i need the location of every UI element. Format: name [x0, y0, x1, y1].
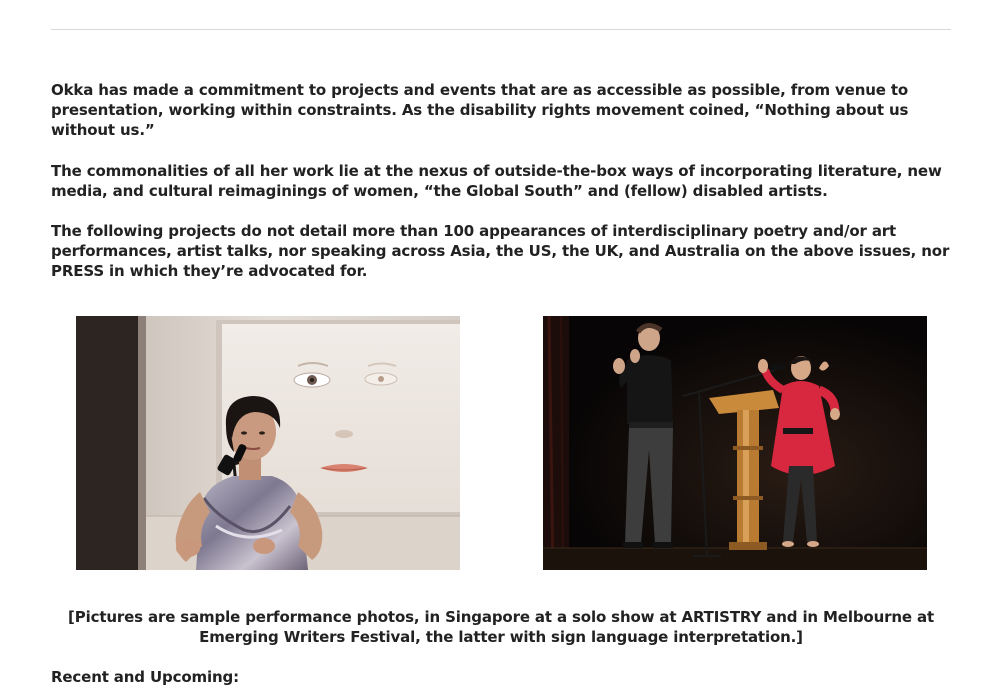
performer-with-sign-interpreter-photo — [543, 316, 927, 570]
photo-caption: [Pictures are sample performance photos, in Singapore at a solo show at ARTISTRY and in Melbourne at Emerging Writers Festival, the latter with sign language interpretation.] — [68, 608, 934, 646]
performance-photo-singapore — [76, 316, 460, 570]
performance-photo-melbourne — [543, 316, 927, 570]
commonalities-paragraph: The commonalities of all her work lie at the nexus of outside-the-box ways of incorporating literature, new media, and cultural reimaginings of women, “the Global South” and (fellow) disabled artists. — [51, 162, 942, 200]
intro-paragraph: Okka has made a commitment to projects and events that are as accessible as possible, from venue to presentation, working within constraints. As the disability rights movement coined, “Nothing about us without us.” — [51, 81, 909, 139]
projects-paragraph: The following projects do not detail more than 100 appearances of interdisciplinary poetry and/or art performances, artist talks, nor speaking across Asia, the US, the UK, and Australia on the above issues, nor PRESS in which they’re advocated for. — [51, 222, 950, 280]
performer-at-microphone-photo — [76, 316, 460, 570]
top-divider — [51, 29, 951, 30]
recent-upcoming-heading: Recent and Upcoming: — [51, 668, 239, 686]
